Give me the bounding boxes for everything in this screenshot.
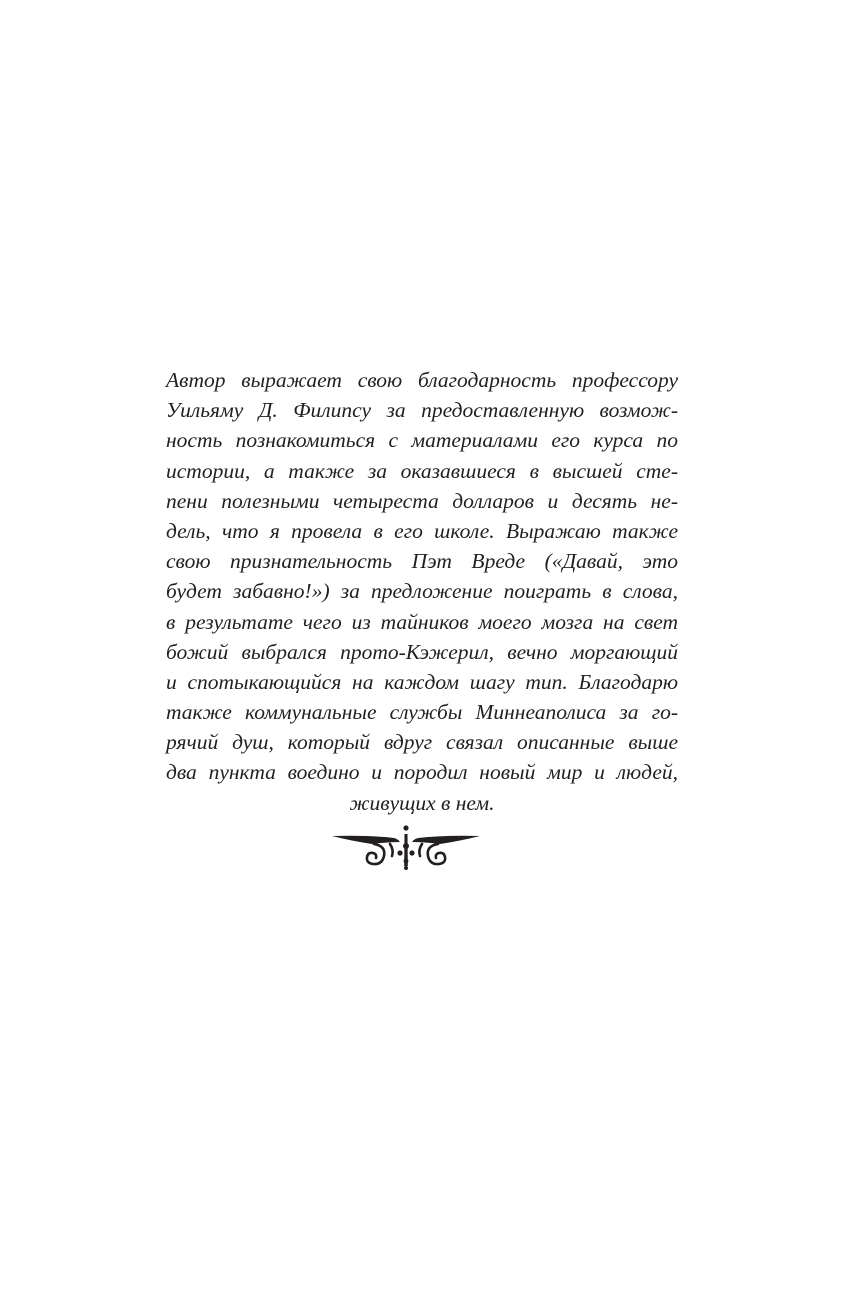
text-line: дель, что я провела в его школе. Выражаю также: [166, 518, 678, 543]
text-line: ность познакомиться с материалами его курса по: [166, 428, 678, 453]
text-line: также коммунальные службы Миннеаполиса за го-: [166, 700, 678, 725]
text-line: истории, а также за оказавшиеся в высшей сте-: [166, 458, 678, 483]
text-line: и спотыкающийся на каждом шагу тип. Благодарю: [166, 669, 678, 694]
text-line: рячий душ, который вдруг связал описанные выше: [166, 730, 678, 755]
text-line: Автор выражает свою благодарность профессору: [166, 368, 678, 392]
text-line: два пункта воедино и породил новый мир и людей,: [166, 760, 678, 785]
text-line: в результате чего из тайников моего мозга на свет: [166, 609, 678, 634]
text-line: божий выбрался прото-Кэжерил, вечно моргающий: [166, 639, 678, 664]
text-line: свою признательность Пэт Вреде («Давай, это: [166, 549, 678, 574]
text-line: Уильяму Д. Филипсу за предоставленную возмож-: [166, 398, 678, 423]
text-line: пени полезными четыреста долларов и десять не-: [166, 488, 678, 513]
scroll-ornament-icon: [328, 822, 484, 874]
acknowledgement-text: [166, 365, 678, 818]
text-line-final: живущих в нем.: [349, 790, 495, 815]
text-line: будет забавно!») за предложение поиграть в слова,: [166, 579, 678, 604]
